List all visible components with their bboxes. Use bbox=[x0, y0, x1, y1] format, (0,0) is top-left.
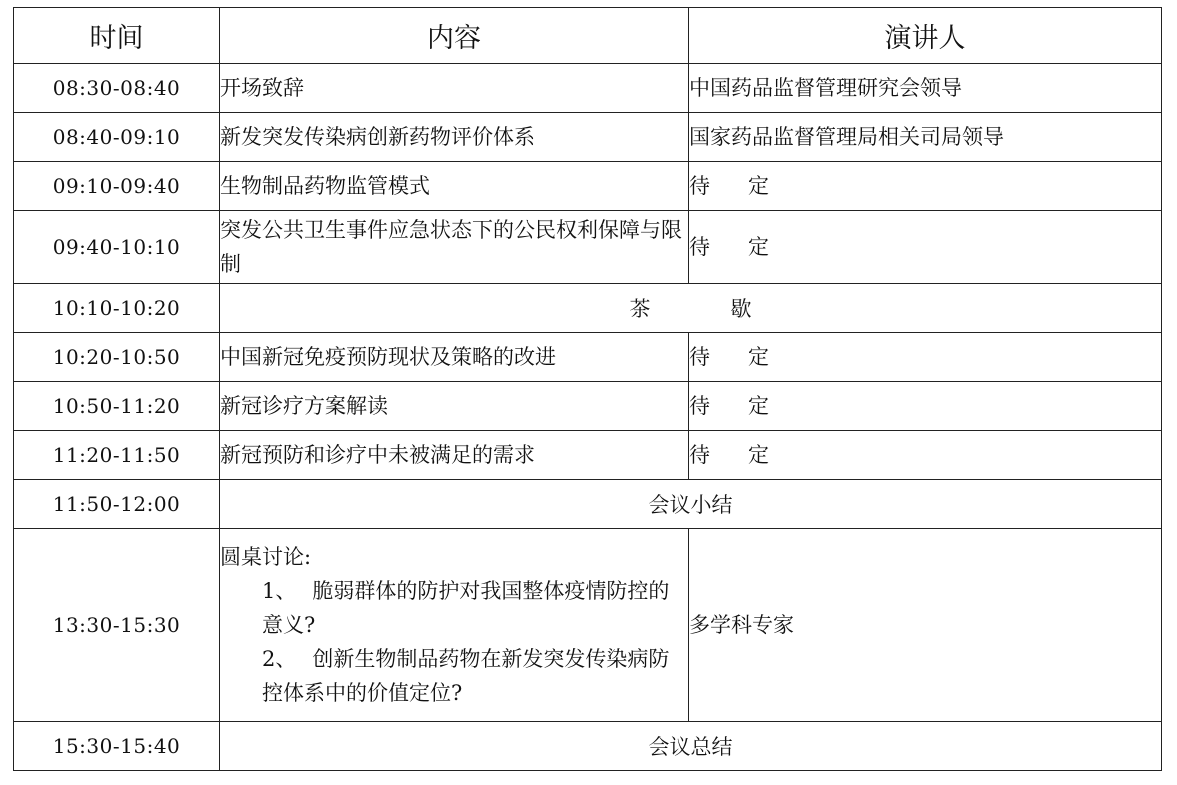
time-cell: 15:30-15:40 bbox=[14, 722, 220, 771]
speaker-pending-second: 定 bbox=[748, 443, 769, 467]
speaker-cell bbox=[689, 382, 1162, 431]
content-cell: 新发突发传染病创新药物评价体系 bbox=[220, 113, 689, 162]
table-row bbox=[14, 113, 1162, 162]
roundtable-item-text: 脆弱群体的防护对我国整体疫情防控的意义? bbox=[262, 579, 670, 637]
table-row bbox=[14, 431, 1162, 480]
table-row bbox=[14, 211, 1162, 284]
speaker-pending-second: 定 bbox=[748, 235, 769, 259]
speaker-cell: 多学科专家 bbox=[689, 529, 1162, 722]
time-cell: 09:10-09:40 bbox=[14, 162, 220, 211]
table-row bbox=[14, 722, 1162, 771]
time-cell: 10:20-10:50 bbox=[14, 333, 220, 382]
session-summary-cell: 会议小结 bbox=[220, 480, 1162, 529]
roundtable-item-number: 2、 bbox=[262, 647, 297, 671]
table-row bbox=[14, 480, 1162, 529]
time-cell: 10:10-10:20 bbox=[14, 284, 220, 333]
table-row bbox=[14, 333, 1162, 382]
time-cell: 11:50-12:00 bbox=[14, 480, 220, 529]
agenda-table bbox=[13, 7, 1162, 771]
speaker-cell: 国家药品监督管理局相关司局领导 bbox=[689, 113, 1162, 162]
speaker-pending-first: 待 bbox=[689, 174, 710, 198]
content-cell: 新冠诊疗方案解读 bbox=[220, 382, 689, 431]
speaker-pending-second: 定 bbox=[748, 345, 769, 369]
speaker-cell bbox=[689, 211, 1162, 284]
header-row bbox=[14, 8, 1162, 64]
speaker-pending-second: 定 bbox=[748, 174, 769, 198]
table-row bbox=[14, 529, 1162, 722]
time-cell: 11:20-11:50 bbox=[14, 431, 220, 480]
speaker-cell bbox=[689, 162, 1162, 211]
time-cell: 08:30-08:40 bbox=[14, 64, 220, 113]
roundtable-cell bbox=[220, 529, 689, 722]
roundtable-title: 圆桌讨论: bbox=[220, 545, 312, 569]
speaker-pending-first: 待 bbox=[689, 235, 710, 259]
time-cell: 13:30-15:30 bbox=[14, 529, 220, 722]
speaker-pending-first: 待 bbox=[689, 345, 710, 369]
content-cell: 突发公共卫生事件应急状态下的公民权利保障与限制 bbox=[220, 211, 689, 284]
header-speaker: 演讲人 bbox=[689, 8, 1162, 64]
speaker-pending-second: 定 bbox=[748, 394, 769, 418]
time-cell: 09:40-10:10 bbox=[14, 211, 220, 284]
tea-break-cell bbox=[220, 284, 1162, 333]
roundtable-item-text: 创新生物制品药物在新发突发传染病防控体系中的价值定位? bbox=[262, 647, 670, 705]
time-cell: 08:40-09:10 bbox=[14, 113, 220, 162]
roundtable-item bbox=[220, 574, 688, 642]
time-cell: 10:50-11:20 bbox=[14, 382, 220, 431]
header-time: 时间 bbox=[14, 8, 220, 64]
content-cell: 开场致辞 bbox=[220, 64, 689, 113]
tea-break-second: 歇 bbox=[730, 297, 752, 321]
speaker-cell bbox=[689, 333, 1162, 382]
content-cell: 新冠预防和诊疗中未被满足的需求 bbox=[220, 431, 689, 480]
speaker-cell: 中国药品监督管理研究会领导 bbox=[689, 64, 1162, 113]
header-content: 内容 bbox=[220, 8, 689, 64]
table-row bbox=[14, 162, 1162, 211]
roundtable-item-number: 1、 bbox=[262, 579, 297, 603]
closing-summary-cell: 会议总结 bbox=[220, 722, 1162, 771]
table-row bbox=[14, 64, 1162, 113]
tea-break-first: 茶 bbox=[629, 297, 651, 321]
roundtable-item bbox=[220, 642, 688, 710]
content-cell: 生物制品药物监管模式 bbox=[220, 162, 689, 211]
table-row bbox=[14, 284, 1162, 333]
speaker-pending-first: 待 bbox=[689, 443, 710, 467]
table-row bbox=[14, 382, 1162, 431]
speaker-cell bbox=[689, 431, 1162, 480]
content-cell: 中国新冠免疫预防现状及策略的改进 bbox=[220, 333, 689, 382]
speaker-pending-first: 待 bbox=[689, 394, 710, 418]
